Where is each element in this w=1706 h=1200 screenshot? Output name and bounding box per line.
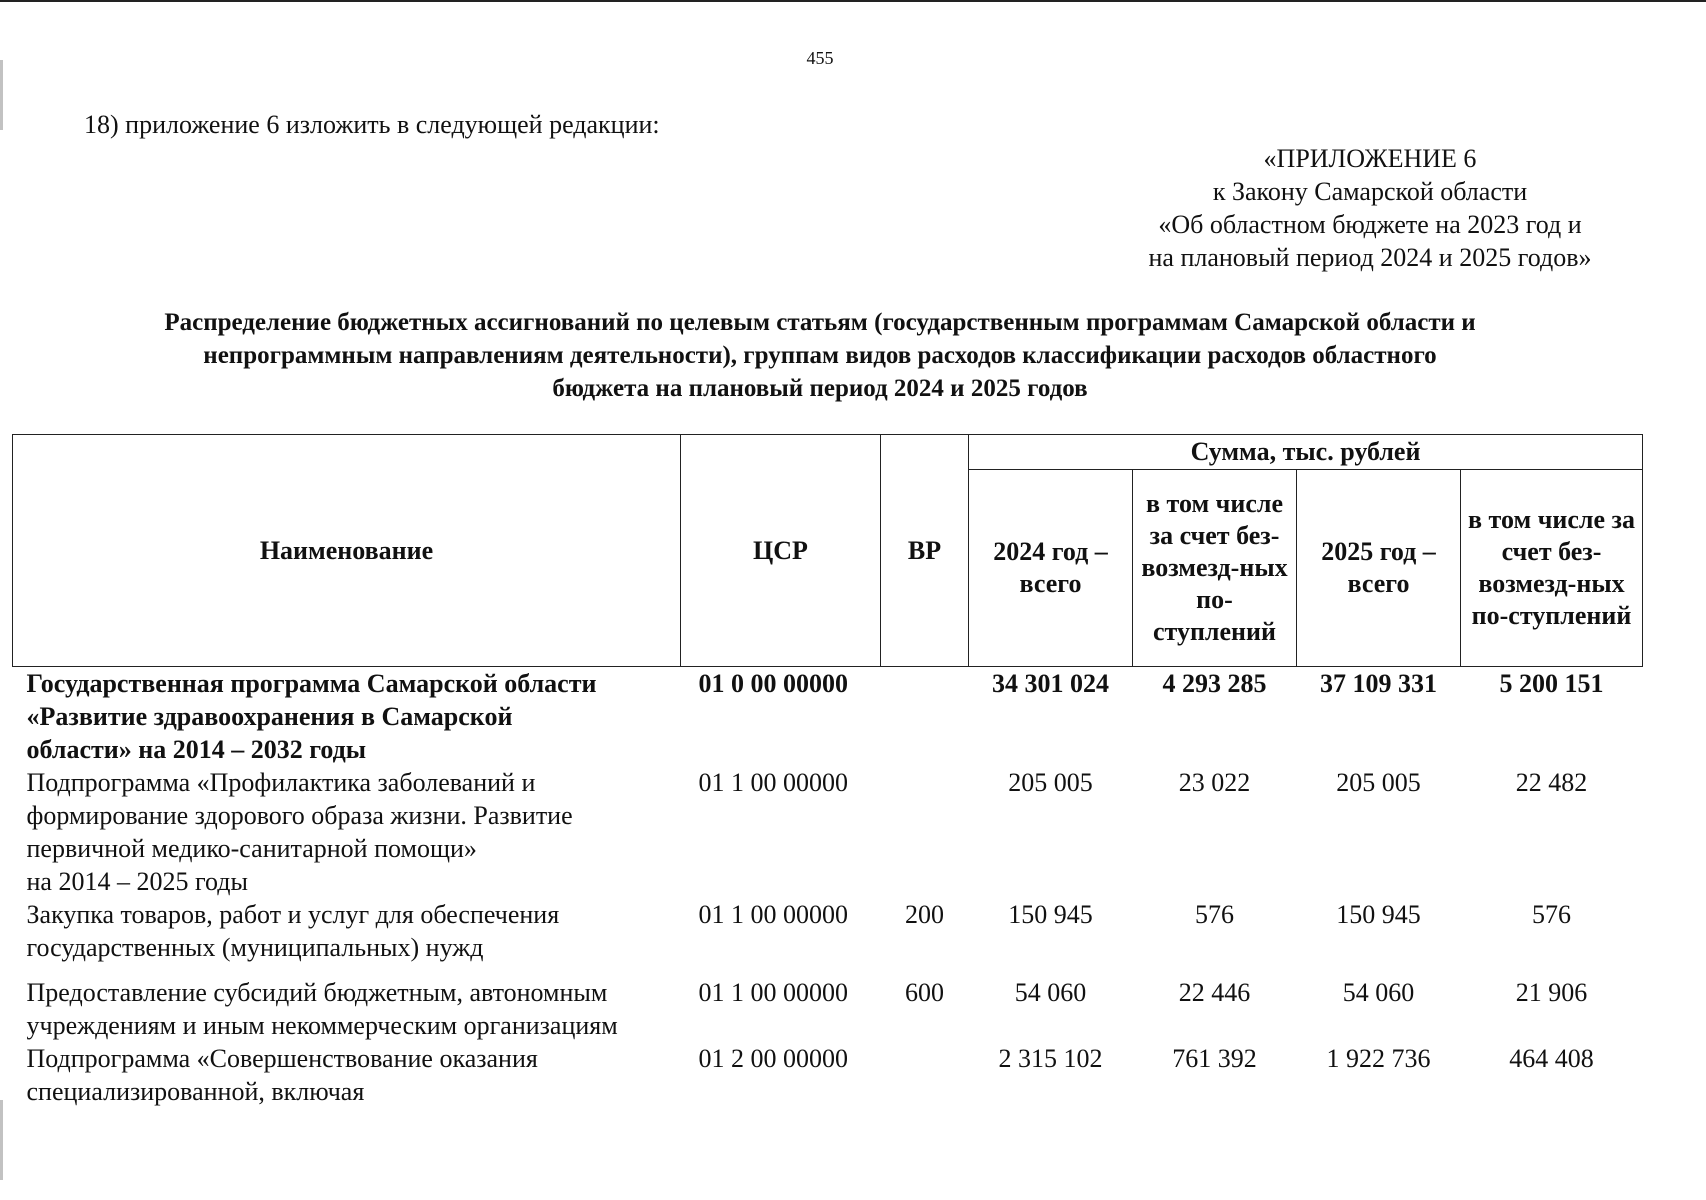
row-vr [881,667,969,767]
appendix-line: «Об областном бюджете на 2023 год и [1158,210,1582,239]
appendix-line: к Закону Самарской области [1212,177,1528,206]
scan-artifact [0,60,3,130]
table-row [13,766,1643,898]
appendix-heading [1100,142,1640,274]
appendix-line: «ПРИЛОЖЕНИЕ 6 [1263,144,1477,173]
row-name-line: государственных (муниципальных) нужд [26,933,484,962]
row-name-line: Подпрограмма «Совершенствование оказания [26,1044,538,1073]
row-2025-total: 54 060 [1342,978,1415,1007]
row-2025-gratuitous: 22 482 [1515,768,1588,797]
row-2025-total: 205 005 [1336,768,1421,797]
row-2025-gratuitous: 576 [1532,900,1571,929]
row-2024-gratuitous: 23 022 [1178,768,1251,797]
scan-artifact [0,1100,3,1180]
appendix-line: на плановый период 2024 и 2025 годов» [1148,243,1592,272]
row-name [13,968,681,1042]
row-name-line: области» на 2014 – 2032 годы [26,735,367,764]
row-name-line: Подпрограмма «Профилактика заболеваний и [26,768,536,797]
document-title [40,306,1600,405]
row-csr: 01 1 00 00000 [698,768,848,797]
row-2024-total: 205 005 [1008,768,1093,797]
row-2024-total: 34 301 024 [992,669,1109,698]
row-csr: 01 1 00 00000 [698,900,848,929]
row-2025-total: 150 945 [1336,900,1421,929]
table-header [13,435,1643,667]
row-vr: 600 [905,978,944,1007]
top-border-line [0,0,1706,2]
row-name-line: на 2014 – 2025 годы [26,867,248,896]
row-name-line: «Развитие здравоохранения в Самарской [26,702,513,731]
row-name [13,667,681,767]
row-name-line: специализированной, включая [26,1077,365,1106]
table-row [13,898,1643,968]
row-name-line: учреждениям и иным некоммерческим организациям [26,1011,618,1040]
page-number: 455 [806,48,834,68]
header-sum: Сумма, тыс. рублей [969,435,1643,470]
row-2024-gratuitous: 4 293 285 [1162,669,1267,698]
row-csr: 01 0 00 00000 [698,669,848,698]
row-2024-total: 54 060 [1014,978,1087,1007]
row-name [13,1042,681,1108]
row-2025-total: 1 922 736 [1326,1044,1431,1073]
header-2024-gratuitous: в том числе за счет без-возмезд-ных по-ступлений [1133,470,1297,667]
table-row [13,1042,1643,1108]
row-2024-gratuitous: 576 [1195,900,1234,929]
row-name-line: первичной медико-санитарной помощи» [26,834,477,863]
row-name [13,766,681,898]
table-row [13,667,1643,767]
table-row [13,968,1643,1042]
table-body [13,667,1643,1109]
row-name-line: Предоставление субсидий бюджетным, автономным [26,978,608,1007]
row-2024-gratuitous: 22 446 [1178,978,1251,1007]
row-2024-gratuitous: 761 392 [1172,1044,1257,1073]
row-vr: 200 [905,900,944,929]
row-vr [881,766,969,898]
amendment-instruction: 18) приложение 6 изложить в следующей редакции: [84,110,660,139]
header-2025-total: 2025 год – всего [1297,470,1461,667]
header-name: Наименование [13,435,681,667]
row-2024-total: 2 315 102 [998,1044,1103,1073]
row-2025-gratuitous: 5 200 151 [1499,669,1604,698]
row-2024-total: 150 945 [1008,900,1093,929]
row-name-line: Государственная программа Самарской области [26,669,597,698]
budget-table [12,434,1643,1108]
row-2025-total: 37 109 331 [1320,669,1437,698]
row-name [13,898,681,968]
header-vr: ВР [881,435,969,667]
row-name-line: формирование здорового образа жизни. Развитие [26,801,573,830]
title-line: непрограммным направлениям деятельности), группам видов расходов классификации расходов областного [203,342,1437,369]
row-name-line: Закупка товаров, работ и услуг для обеспечения [26,900,560,929]
title-line: Распределение бюджетных ассигнований по целевым статьям (государственным программам Самарской области и [164,309,1476,336]
row-csr: 01 2 00 00000 [698,1044,848,1073]
header-csr: ЦСР [681,435,881,667]
header-2025-gratuitous: в том числе за счет без-возмезд-ных по-ступлений [1461,470,1643,667]
title-line: бюджета на плановый период 2024 и 2025 годов [552,375,1088,402]
row-2025-gratuitous: 21 906 [1515,978,1588,1007]
row-csr: 01 1 00 00000 [698,978,848,1007]
header-2024-total: 2024 год – всего [969,470,1133,667]
row-vr [881,1042,969,1108]
row-2025-gratuitous: 464 408 [1509,1044,1594,1073]
